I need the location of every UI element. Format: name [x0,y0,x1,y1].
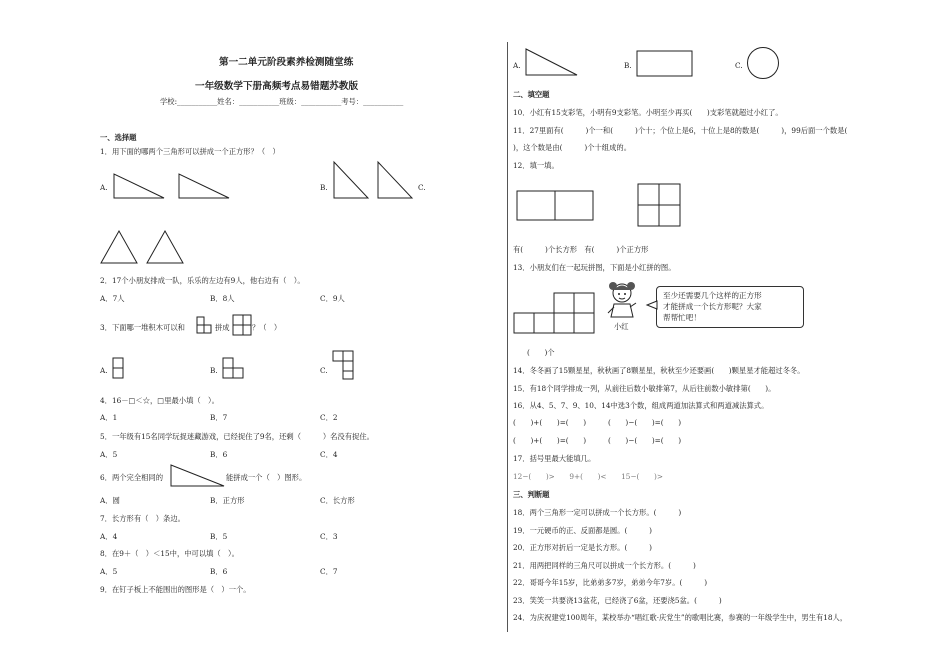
question-16: 16．从4、5、7、9、10、14中选3个数，组成两道加法算式和两道减法算式。 [513,401,769,410]
question-11-line1: 11．27里面有( )个一和( )个十；个位上是6，十位上是8的数是( )，99后面一个数是( [513,126,848,135]
q5-option-c: C．4 [320,450,338,459]
question-17: 17．括号里最大能填几。 [513,454,596,463]
q1-option-b: B. [320,183,328,192]
q4-option-b: B．7 [210,413,228,422]
page-title: 第一二单元阶段素养检测随堂练 [219,57,354,68]
q7-option-c: C．3 [320,532,338,541]
column-divider [507,42,508,632]
speech-bubble [656,286,804,328]
question-22: 22．哥哥今年15岁，比弟弟多7岁，弟弟今年7岁。( ) [513,578,708,587]
question-21: 21．用两把同样的三角尺可以拼成一个长方形。( ) [513,561,696,570]
question-14: 14．冬冬画了15颗星星，秋秋画了8颗星星，秋秋至少还要画( )颗星星才能超过冬冬。 [513,366,805,375]
bubble-line-3: 帮帮忙吧！ [663,313,701,322]
q2-option-c: C．9人 [320,294,345,303]
q3-block-shape-2 [232,314,254,338]
question-5: 5．一年级有15名同学玩捉迷藏游戏，已经捉住了9名，还剩（ ）名没有捉住。 [100,432,374,441]
question-15: 15．有18个同学排成一列，从前往后数小敏排第7，从后往前数小敏排第( )。 [513,384,776,393]
q4-option-c: C．2 [320,413,338,422]
q8-option-b: B．6 [210,567,228,576]
q6-option-a: A．圆 [100,496,120,505]
q9-rectangle-shape [636,50,694,78]
q1-triangles-c [100,229,190,265]
question-9: 9．在钉子板上不能围出的图形是（ ）一个。 [100,585,251,594]
question-23: 23．笑笑一共要浇13盆花，已经浇了6盆，还要浇5盆。( ) [513,596,722,605]
question-18: 18．两个三角形一定可以拼成一个长方形。( ) [513,508,682,517]
q16-addition-row-2: ( )+( )=( ) ( )−( )=( ) [513,436,682,445]
q7-option-b: B．5 [210,532,228,541]
q17-expressions: 12−( )> 9+( )< 15−( )> [513,472,663,481]
q3-option-a: A. [100,366,108,375]
question-8: 8．在9＋（ ）＜15中，中可以填（ ）。 [100,549,239,558]
question-24: 24．为庆祝建党100周年，某校举办“唱红歌·庆党生”的歌唱比赛，参赛的一年级学生中，男生有18人， [513,613,848,622]
q13-answer-blank: ( )个 [527,348,555,357]
bubble-line-1: 至少还需要几个这样的正方形 [663,291,762,300]
q13-puzzle-figure [513,292,603,336]
speech-bubble-tail [646,300,658,310]
q1-option-a: A. [100,183,108,192]
question-7: 7．长方形有（ ）条边。 [100,514,185,523]
page-subtitle: 一年级数学下册高频考点易错题苏教版 [195,81,359,92]
question-20: 20．正方形对折后一定是长方形。( ) [513,543,653,552]
q3-option-b-blocks [222,357,246,381]
q4-option-a: A．1 [100,413,118,422]
question-2: 2．17个小朋友排成一队，乐乐的左边有9人，他右边有（ ）。 [100,276,305,285]
bubble-line-2: 才能拼成一个长方形呢？大家 [663,302,762,311]
q2-option-a: A．7人 [100,294,125,303]
q12-fill-blanks: 有( )个长方形 有( )个正方形 [513,245,649,254]
q9-circle-shape [746,46,780,80]
question-11-line2: )，这个数是由( )个十组成的。 [513,143,631,152]
q9-option-a: A. [513,61,521,70]
q1-option-c: C. [418,183,426,192]
question-3-part2: 拼成 [215,323,230,332]
question-12: 12．填一填。 [513,161,559,170]
q9-triangle-shape [525,48,579,78]
q6-option-b: B．正方形 [210,496,245,505]
q5-option-b: B．6 [210,450,228,459]
q5-option-a: A．5 [100,450,118,459]
section-judge-heading: 三、判断题 [513,490,550,499]
q1-triangles-a [112,172,222,202]
q6-option-c: C．长方形 [320,496,355,505]
q3-option-c-blocks [332,350,356,382]
q9-option-b: B. [624,61,632,70]
q2-option-b: B．8人 [210,294,235,303]
q3-block-shape-1 [196,316,214,336]
q7-option-a: A．4 [100,532,118,541]
question-6-part1: 6．两个完全相同的 [100,473,164,482]
q6-triangle [170,464,226,488]
question-3-part3: ？（ ） [252,323,282,332]
question-3-part1: 3．下面哪一堆积木可以和 [100,323,185,332]
question-10: 10．小红有15支彩笔，小明有9支彩笔。小明至少再买( )支彩笔就超过小红了。 [513,108,783,117]
question-19: 19．一元硬币的正、反面都是圆。( ) [513,526,653,535]
question-13: 13．小朋友们在一起玩拼图，下面是小红拼的图。 [513,263,676,272]
section-fill-heading: 二、填空题 [513,90,550,99]
q16-addition-row-1: ( )+( )=( ) ( )−( )=( ) [513,418,682,427]
q8-option-a: A．5 [100,567,118,576]
question-6-part2: 能拼成一个（ ）图形。 [226,473,307,482]
student-info-line: 学校:___________姓名：___________班级：___________考号：___________ [160,97,404,106]
girl-name-label: 小红 [614,322,629,331]
q8-option-c: C．7 [320,567,338,576]
q9-option-c: C. [735,61,743,70]
q3-option-a-blocks [112,357,126,381]
q12-rectangle-figure [516,190,596,224]
question-1: 1．用下面的哪两个三角形可以拼成一个正方形？（ ） [100,147,280,156]
q3-option-c: C. [320,366,328,375]
question-4: 4．16－□＜☆，□里最小填（ ）。 [100,396,219,405]
q3-option-b: B. [210,366,218,375]
q12-square-figure [637,183,683,229]
section-choice-heading: 一、选择题 [100,133,137,142]
q1-triangles-b [332,160,422,200]
